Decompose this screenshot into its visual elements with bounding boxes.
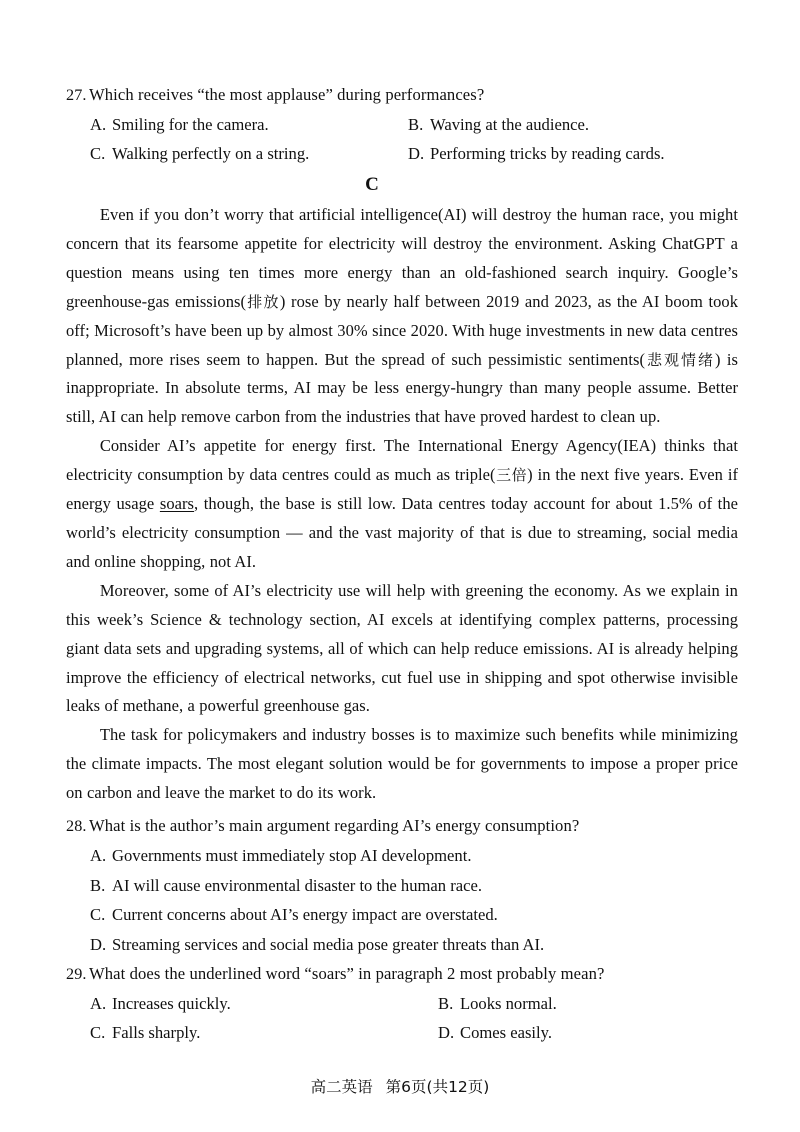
option-27-c-letter: C. (90, 144, 106, 163)
option-29-d-text: Comes easily. (460, 1023, 553, 1043)
chinese-gloss: 三倍 (495, 466, 528, 485)
option-28-a-text: Governments must immediately stop AI development. (112, 846, 472, 866)
question-27-option-row-1 (66, 110, 738, 139)
question-28-stem (66, 811, 738, 841)
underlined-word: soars (159, 494, 195, 514)
text-run: ) rose by nearly half between 2019 and 2023, as the AI boom took off; Microsoft’s have been up by almost 30% since 2020. With huge investments in new data centres planned, more rises seem to happen. But the spread of such pessimistic sentiments( (66, 291, 738, 369)
option-29-d-letter: D. (438, 1023, 455, 1043)
option-29-d[interactable] (438, 1018, 552, 1047)
option-29-c-letter: C. (90, 1023, 106, 1043)
option-29-b[interactable] (438, 989, 557, 1018)
option-28-c[interactable] (66, 900, 738, 930)
question-28 (66, 811, 738, 959)
footer-page-label: 第6页(共12页) (385, 1078, 490, 1096)
passage-paragraph-2 (66, 432, 738, 577)
option-27-d-letter: D. (408, 144, 425, 163)
passage-paragraph-3 (66, 577, 738, 722)
option-29-b-text: Looks normal. (460, 994, 557, 1014)
option-29-a[interactable] (66, 989, 438, 1018)
option-28-a-letter: A. (90, 846, 107, 866)
reading-passage (66, 201, 738, 808)
chinese-gloss: 排放 (246, 292, 280, 311)
text-run: Even if you don’t worry that artificial intelligence(AI) will destroy the human race, you might concern that its fearsome appetite for electricity will destroy the environment. Asking ChatGPT a question means using ten times more energy than an old-fashioned search inquiry. Google’s greenhouse-gas emissions( (66, 205, 738, 311)
passage-section-letter: C (365, 174, 379, 195)
option-29-a-text: Increases quickly. (112, 994, 231, 1014)
question-28-number: 28. (66, 817, 87, 836)
question-27-options (66, 110, 738, 168)
question-29-options (66, 989, 738, 1047)
option-27-b[interactable] (408, 110, 589, 139)
chinese-gloss: 悲观情绪 (645, 350, 716, 369)
option-28-a[interactable] (66, 841, 738, 871)
option-28-c-letter: C. (90, 905, 106, 925)
question-28-stem-text: What is the author’s main argument regarding AI’s energy consumption? (89, 816, 580, 836)
option-28-b[interactable] (66, 871, 738, 901)
passage-paragraph-1 (66, 201, 738, 432)
option-27-a-letter: A. (90, 115, 107, 134)
option-27-b-text: Waving at the audience. (430, 115, 590, 134)
question-27-stem-text: Which receives “the most applause” during performances? (89, 85, 485, 104)
question-29 (66, 959, 738, 1047)
option-27-d[interactable] (408, 139, 665, 168)
option-27-c-text: Walking perfectly on a string. (112, 144, 310, 163)
question-27 (66, 80, 738, 168)
option-28-d-text: Streaming services and social media pose greater threats than AI. (112, 934, 545, 954)
option-29-b-letter: B. (438, 994, 454, 1014)
option-27-a[interactable] (66, 110, 408, 139)
option-28-c-text: Current concerns about AI’s energy impact are overstated. (112, 905, 498, 925)
option-27-b-letter: B. (408, 115, 424, 134)
question-27-option-row-2 (66, 139, 738, 168)
page-content (66, 80, 738, 1047)
text-run: ) in the next five years. Even if energy usage (66, 465, 739, 514)
text-run: , though, the base is still low. Data centres today account for about 1.5% of the world’s electricity consumption — and the vast majority of that is due to streaming, social media and online shopping, not AI. (66, 494, 738, 571)
question-27-number: 27. (66, 86, 87, 104)
question-28-options (66, 841, 738, 959)
option-27-a-text: Smiling for the camera. (112, 115, 269, 134)
option-29-c[interactable] (66, 1018, 438, 1047)
question-29-stem (66, 959, 738, 989)
option-27-c[interactable] (66, 139, 408, 168)
option-28-d-letter: D. (90, 934, 107, 954)
text-run: The task for policymakers and industry bosses is to maximize such benefits while minimizing the climate impacts. The most elegant solution would be for governments to impose a proper price on carbon and leave the market to do its work. (66, 725, 738, 803)
page-footer (0, 1075, 800, 1100)
option-29-c-text: Falls sharply. (112, 1023, 201, 1043)
option-28-d[interactable] (66, 930, 738, 960)
option-29-a-letter: A. (90, 994, 107, 1014)
footer-subject: 高二英语 (310, 1078, 373, 1096)
question-29-option-row-2 (66, 1018, 738, 1047)
text-run: Consider AI’s appetite for energy first. The International Energy Agency(IEA) thinks that electricity consumption by data centres could as much as triple( (66, 436, 738, 485)
option-28-b-text: AI will cause environmental disaster to the human race. (112, 875, 483, 895)
option-27-d-text: Performing tricks by reading cards. (430, 144, 665, 163)
passage-paragraph-4 (66, 721, 738, 808)
option-28-b-letter: B. (90, 875, 106, 895)
text-run: Moreover, some of AI’s electricity use will help with greening the economy. As we explain in this week’s Science & technology section, AI excels at identifying complex patterns, processing giant data sets and upgrading systems, all of which can help reduce emissions. AI is already helping improve the efficiency of electrical networks, cut fuel use in shipping and spot otherwise invisible leaks of methane, a powerful greenhouse gas. (66, 580, 738, 716)
question-27-stem (66, 80, 738, 110)
question-29-stem-text: What does the underlined word “soars” in paragraph 2 most probably mean? (89, 964, 605, 984)
question-29-option-row-1 (66, 989, 738, 1018)
text-run: ) is inappropriate. In absolute terms, AI may be less energy-hungry than many people assume. Better still, AI can help remove carbon from the industries that have proved hardest to clean up. (66, 349, 739, 427)
question-29-number: 29. (66, 965, 87, 984)
